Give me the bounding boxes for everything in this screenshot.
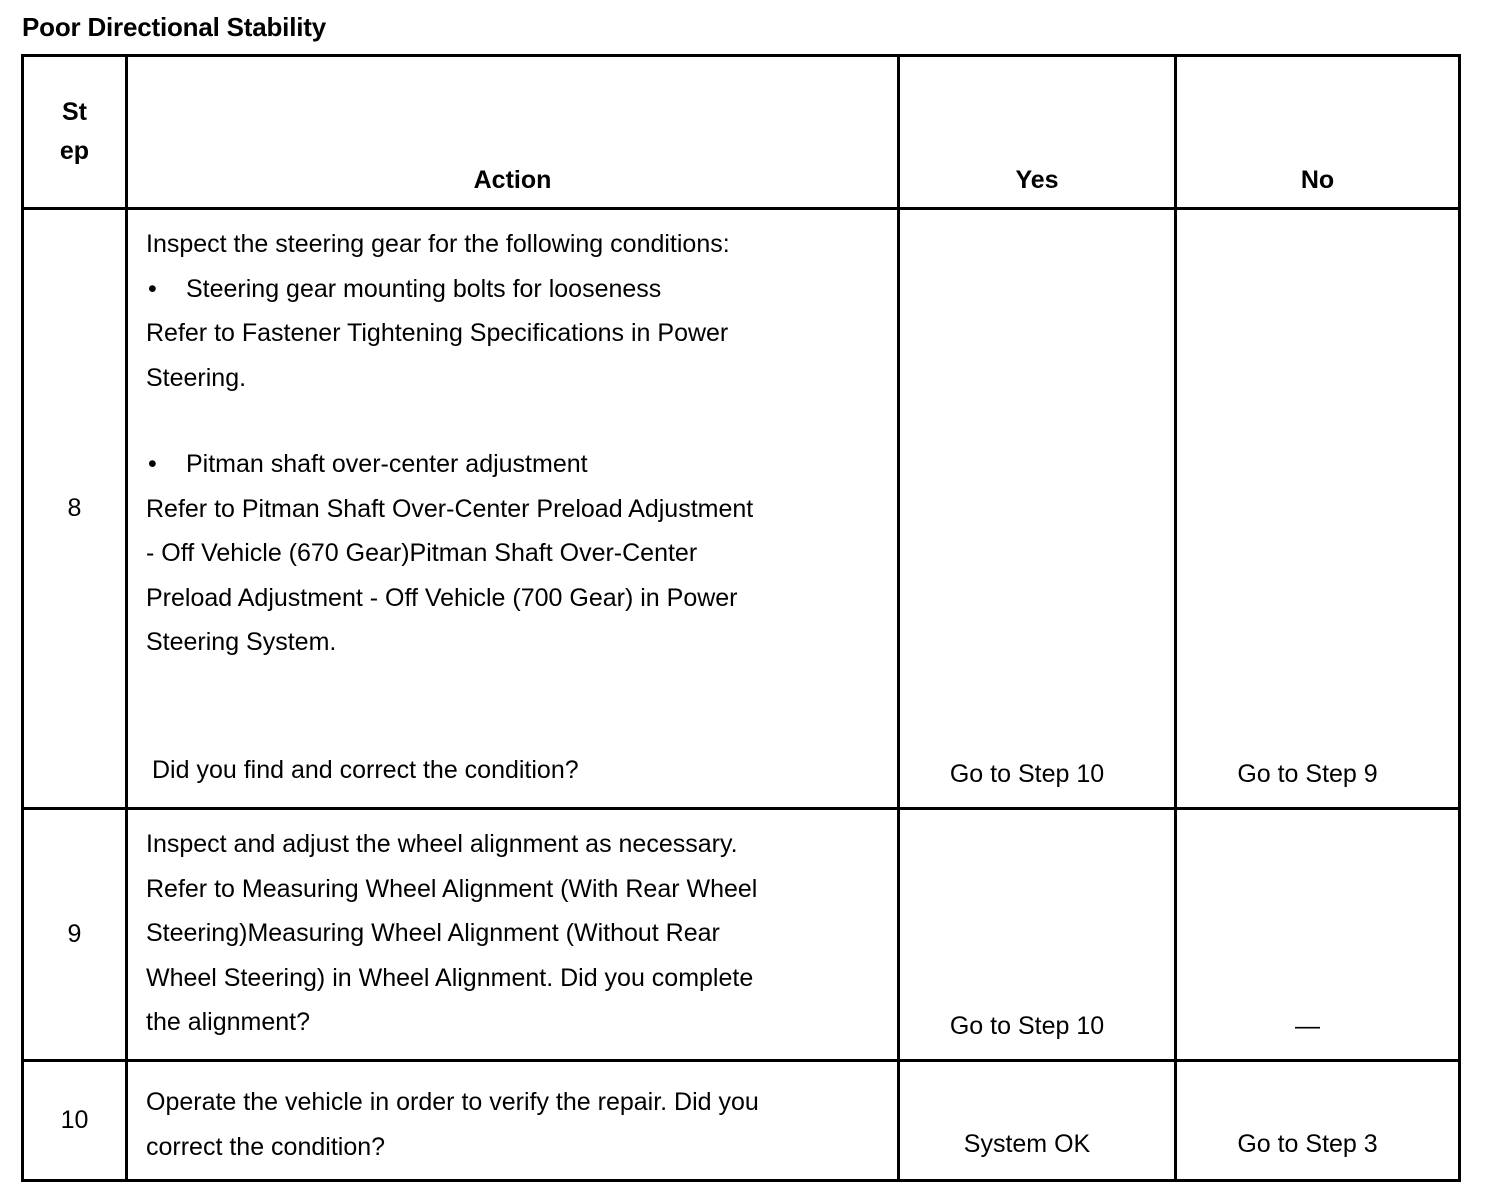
action-cell — [127, 1061, 899, 1181]
header-yes: Yes — [899, 56, 1176, 209]
header-no: No — [1176, 56, 1460, 209]
table-row — [23, 209, 1460, 809]
header-step-line2: ep — [59, 137, 90, 165]
action-question: Did you find and correct the condition? — [152, 755, 579, 784]
page-title: Poor Directional Stability — [22, 12, 326, 42]
yes-result: Go to Step 10 — [899, 209, 1176, 809]
spacer — [146, 665, 897, 748]
spacer — [146, 400, 897, 442]
action-text: Wheel Steering) in Wheel Alignment. Did you complete — [146, 963, 754, 992]
yes-result: Go to Step 10 — [899, 809, 1176, 1061]
yes-result: System OK — [899, 1061, 1176, 1181]
reference-text: Refer to Fastener Tightening Specifications in Power — [146, 319, 729, 347]
diagnostic-table — [21, 54, 1461, 1182]
no-result: Go to Step 3 — [1176, 1061, 1460, 1181]
step-number: 9 — [23, 809, 127, 1061]
header-action: Action — [127, 56, 899, 209]
reference-text: Steering System. — [146, 628, 337, 656]
bullet-item — [146, 267, 897, 312]
bullet-text: Pitman shaft over-center adjustment — [186, 450, 588, 478]
action-text: correct the condition? — [146, 1132, 386, 1161]
action-text: Steering)Measuring Wheel Alignment (Without Rear — [146, 919, 720, 947]
action-intro: Inspect the steering gear for the following conditions: — [146, 230, 730, 258]
bullet-item — [146, 442, 897, 487]
reference-text: Preload Adjustment - Off Vehicle (700 Gear) in Power — [146, 583, 738, 612]
action-text: the alignment? — [146, 1008, 311, 1036]
no-result: Go to Step 9 — [1176, 209, 1460, 809]
bullet-text: Steering gear mounting bolts for looseness — [186, 274, 662, 303]
table-row — [23, 809, 1460, 1061]
table-row — [23, 1061, 1460, 1181]
no-result: — — [1176, 809, 1460, 1061]
action-text: Operate the vehicle in order to verify the repair. Did you — [146, 1088, 759, 1116]
table-header-row — [23, 56, 1460, 209]
action-text: Refer to Measuring Wheel Alignment (With Rear Wheel — [146, 874, 758, 903]
bullet-icon: • — [148, 450, 157, 478]
reference-text: Refer to Pitman Shaft Over-Center Preload Adjustment — [146, 494, 754, 523]
bullet-icon: • — [148, 274, 157, 303]
header-step-line1: St — [62, 98, 87, 126]
action-cell — [127, 209, 899, 809]
reference-text: Steering. — [146, 363, 247, 392]
step-number: 10 — [23, 1061, 127, 1181]
header-step — [23, 56, 127, 209]
reference-text: - Off Vehicle (670 Gear)Pitman Shaft Over-Center — [146, 539, 698, 567]
step-number: 8 — [23, 209, 127, 809]
action-cell — [127, 809, 899, 1061]
action-text: Inspect and adjust the wheel alignment as necessary. — [146, 830, 738, 858]
